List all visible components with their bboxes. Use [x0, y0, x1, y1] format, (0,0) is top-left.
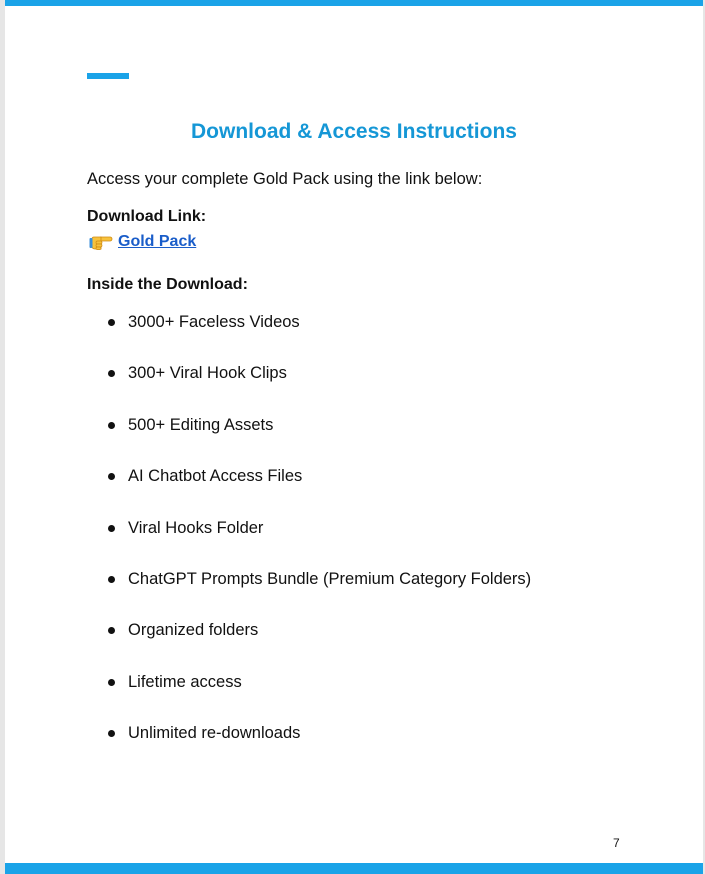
- bullet-icon: [108, 525, 115, 532]
- list-item-text: 500+ Editing Assets: [128, 415, 274, 434]
- intro-text: Access your complete Gold Pack using the link below:: [87, 170, 483, 188]
- page-number: 7: [613, 836, 620, 850]
- top-accent-bar: [5, 0, 703, 6]
- list-item: [108, 724, 531, 775]
- list-item: [108, 416, 531, 467]
- bullet-icon: [108, 576, 115, 583]
- gold-pack-link[interactable]: Gold Pack: [118, 233, 197, 250]
- download-link-line: [89, 232, 196, 252]
- list-item: [108, 519, 531, 570]
- heading-accent-dash: [87, 73, 129, 79]
- bullet-icon: [108, 473, 115, 480]
- list-item-text: Viral Hooks Folder: [128, 518, 264, 537]
- bottom-accent-bar: [5, 863, 703, 874]
- download-contents-list: [108, 313, 531, 776]
- document-page: [5, 0, 703, 874]
- list-item-text: 300+ Viral Hook Clips: [128, 364, 287, 383]
- list-item: [108, 621, 531, 672]
- list-item-text: 3000+ Faceless Videos: [128, 313, 300, 331]
- bullet-icon: [108, 319, 115, 326]
- list-item-text: Unlimited re-downloads: [128, 724, 301, 743]
- bullet-icon: [108, 370, 115, 377]
- list-item-text: ChatGPT Prompts Bundle (Premium Category Folders): [128, 569, 532, 588]
- list-item: [108, 673, 531, 724]
- list-item-text: AI Chatbot Access Files: [128, 467, 303, 486]
- page-title: Download & Access Instructions: [191, 120, 517, 143]
- bullet-icon: [108, 730, 115, 737]
- inside-download-heading: Inside the Download:: [87, 276, 248, 293]
- list-item: [108, 313, 531, 364]
- pointing-hand-icon: [89, 232, 113, 252]
- list-item: [108, 467, 531, 518]
- list-item-text: Lifetime access: [128, 672, 242, 691]
- bullet-icon: [108, 679, 115, 686]
- list-item: [108, 364, 531, 415]
- bullet-icon: [108, 422, 115, 429]
- download-link-heading: Download Link:: [87, 208, 207, 225]
- list-item: [108, 570, 531, 621]
- bullet-icon: [108, 627, 115, 634]
- list-item-text: Organized folders: [128, 621, 259, 640]
